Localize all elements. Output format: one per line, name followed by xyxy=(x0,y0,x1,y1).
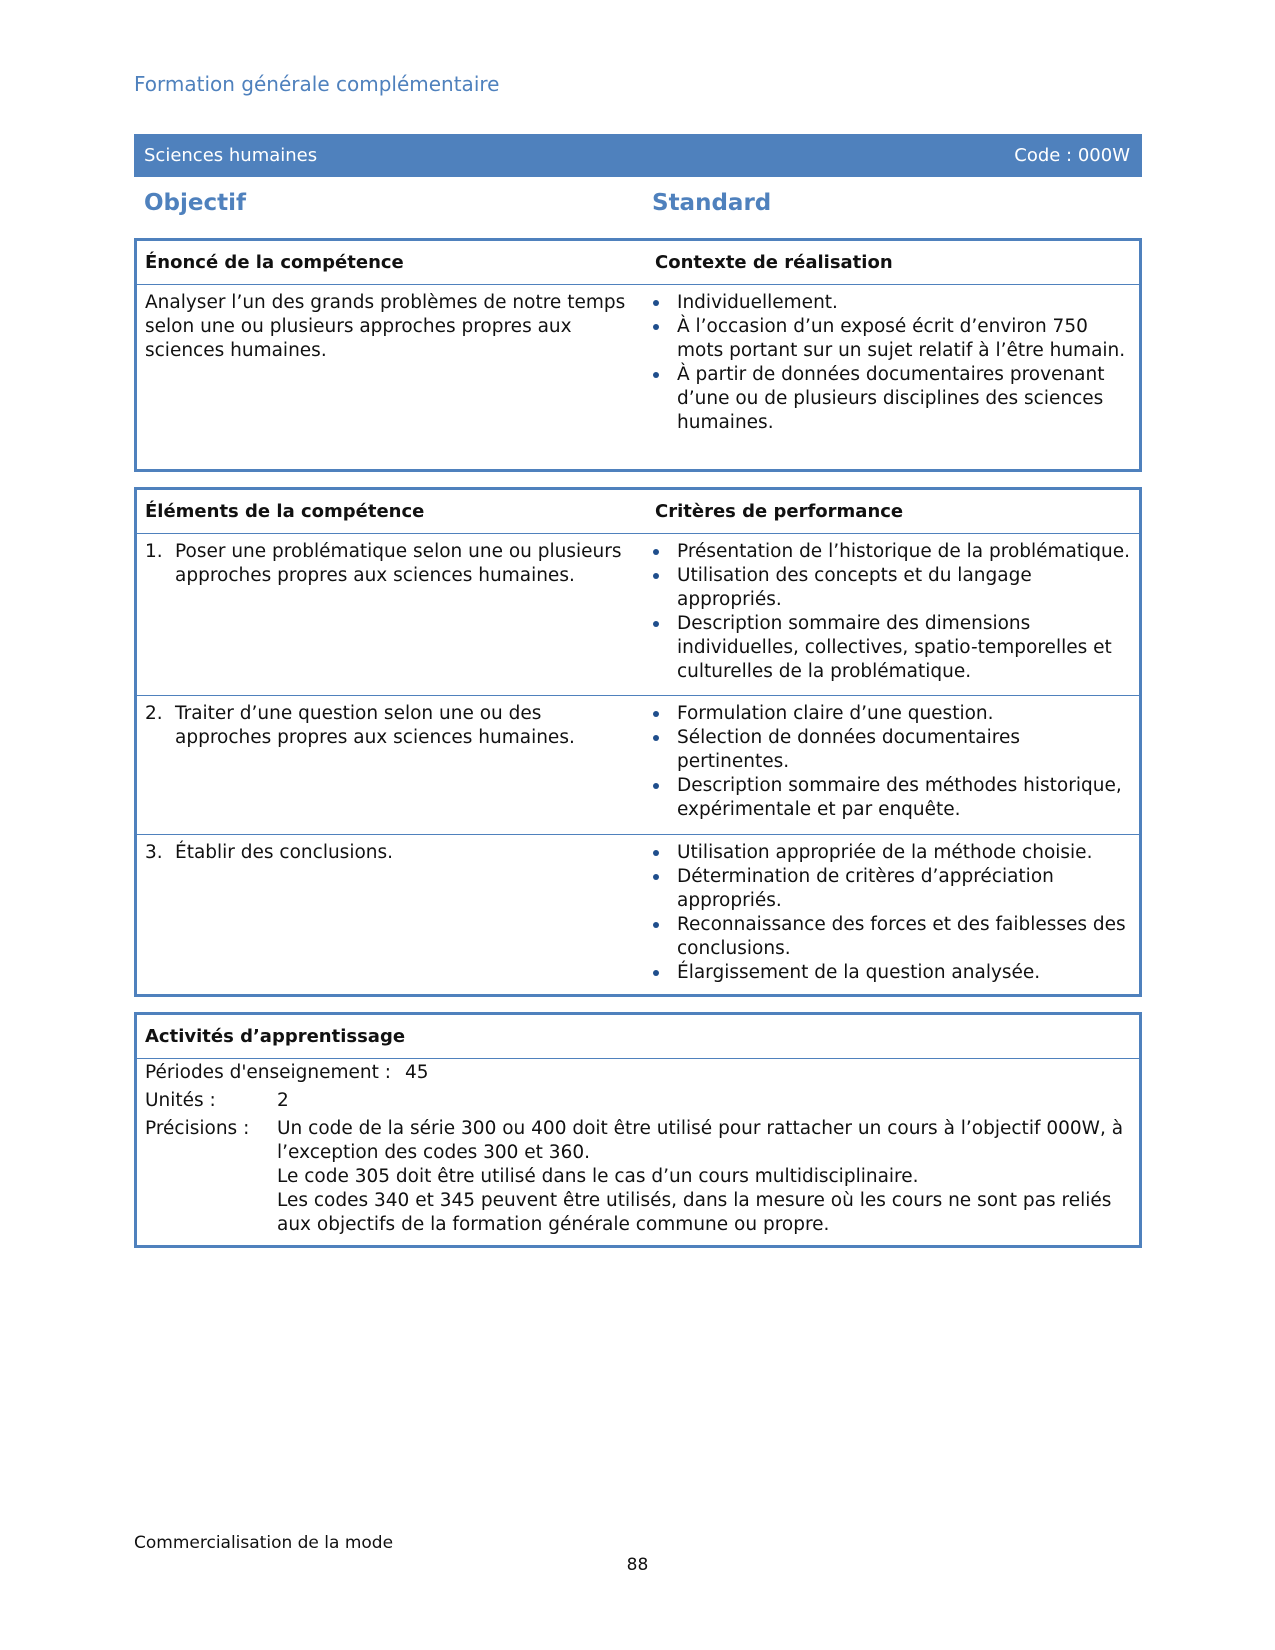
periods-label: Périodes d'enseignement : xyxy=(145,1062,392,1083)
bullet-icon xyxy=(653,621,659,627)
element-row xyxy=(137,834,1139,993)
precision-paragraph: Les codes 340 et 345 peuvent être utilisés, dans la mesure où les cours ne sont pas reliés aux objectifs de la formation générale commune ou propre. xyxy=(277,1190,1112,1235)
context-item: Individuellement. xyxy=(647,291,1131,315)
standard-heading: Standard xyxy=(652,190,772,216)
context-heading: Contexte de réalisation xyxy=(655,252,893,273)
units-line xyxy=(145,1089,1131,1113)
bullet-icon xyxy=(653,324,659,330)
periods-line xyxy=(145,1061,1131,1085)
units-value: 2 xyxy=(277,1090,289,1111)
criteria-item: Formulation claire d’une question. xyxy=(647,702,1131,726)
criteria-item: Détermination de critères d’appréciation appropriés. xyxy=(647,865,1131,913)
activities-body xyxy=(137,1059,1139,1249)
elements-heading: Éléments de la compétence xyxy=(145,501,425,522)
page-number: 88 xyxy=(626,1555,649,1575)
criteria-item: Utilisation des concepts et du langage appropriés. xyxy=(647,564,1131,612)
elements-box xyxy=(134,487,1142,997)
context-list xyxy=(647,291,1131,435)
precision-paragraph: Le code 305 doit être utilisé dans le cas d’un cours multidisciplinaire. xyxy=(277,1166,919,1187)
activities-heading: Activités d’apprentissage xyxy=(145,1026,406,1047)
context-item: À partir de données documentaires provenant d’une ou de plusieurs disciplines des sciences humaines. xyxy=(647,363,1131,435)
bullet-icon xyxy=(653,850,659,856)
context-list-cell xyxy=(637,285,1139,443)
bullet-icon xyxy=(653,970,659,976)
element-item xyxy=(145,540,629,588)
criteria-item: Utilisation appropriée de la méthode choisie. xyxy=(647,841,1131,865)
competence-box xyxy=(134,238,1142,472)
bullet-icon xyxy=(653,735,659,741)
bullet-icon xyxy=(653,783,659,789)
footer-program-name: Commercialisation de la mode xyxy=(134,1533,394,1553)
element-text: Établir des conclusions. xyxy=(175,842,394,863)
criteria-item: Description sommaire des méthodes historique, expérimentale et par enquête. xyxy=(647,774,1131,822)
criteria-item: Sélection de données documentaires pertinentes. xyxy=(647,726,1131,774)
precisions-text xyxy=(277,1117,1131,1237)
activities-box xyxy=(134,1012,1142,1248)
precisions-line xyxy=(145,1117,1131,1237)
course-header-bar xyxy=(134,134,1142,177)
bullet-icon xyxy=(653,300,659,306)
criteria-list xyxy=(647,540,1131,684)
criteria-item: Reconnaissance des forces et des faiblesses des conclusions. xyxy=(647,913,1131,961)
bullet-icon xyxy=(653,874,659,880)
element-text: Traiter d’une question selon une ou des approches propres aux sciences humaines. xyxy=(175,703,575,748)
element-item xyxy=(145,702,629,750)
precisions-label: Précisions : xyxy=(145,1118,250,1139)
element-row xyxy=(137,534,1139,695)
element-item xyxy=(145,841,629,865)
criteria-item: Élargissement de la question analysée. xyxy=(647,961,1131,985)
element-number: 3. xyxy=(145,842,163,863)
statement-heading: Énoncé de la compétence xyxy=(145,252,404,273)
objective-heading: Objectif xyxy=(144,190,247,216)
criteria-list xyxy=(647,702,1131,822)
element-text: Poser une problématique selon une ou plusieurs approches propres aux sciences humaines. xyxy=(175,541,622,586)
bullet-icon xyxy=(653,549,659,555)
element-row xyxy=(137,695,1139,834)
bullet-icon xyxy=(653,573,659,579)
elements-box-header xyxy=(137,490,1139,534)
element-number: 2. xyxy=(145,703,163,724)
section-title: Formation générale complémentaire xyxy=(134,72,500,96)
activities-box-header xyxy=(137,1015,1139,1059)
competence-statement: Analyser l’un des grands problèmes de notre temps selon une ou plusieurs approches propres aux sciences humaines. xyxy=(145,292,626,361)
criteria-heading: Critères de performance xyxy=(655,501,904,522)
units-label: Unités : xyxy=(145,1090,216,1111)
course-subject: Sciences humaines xyxy=(144,145,318,166)
element-number: 1. xyxy=(145,541,163,562)
competence-row xyxy=(137,285,1139,443)
course-code: Code : 000W xyxy=(1014,145,1130,166)
bullet-icon xyxy=(653,922,659,928)
criteria-list xyxy=(647,841,1131,985)
precision-paragraph: Un code de la série 300 ou 400 doit être utilisé pour rattacher un cours à l’objectif 000W, à l’exception des codes 300 et 360. xyxy=(277,1118,1124,1163)
competence-box-header xyxy=(137,241,1139,285)
criteria-item: Description sommaire des dimensions individuelles, collectives, spatio-temporelles et culturelles de la problématique. xyxy=(647,612,1131,684)
periods-value: 45 xyxy=(405,1062,429,1083)
criteria-item: Présentation de l’historique de la problématique. xyxy=(647,540,1131,564)
bullet-icon xyxy=(653,711,659,717)
context-item: À l’occasion d’un exposé écrit d’environ 750 mots portant sur un sujet relatif à l’être humain. xyxy=(647,315,1131,363)
column-headings xyxy=(134,190,1142,230)
bullet-icon xyxy=(653,372,659,378)
